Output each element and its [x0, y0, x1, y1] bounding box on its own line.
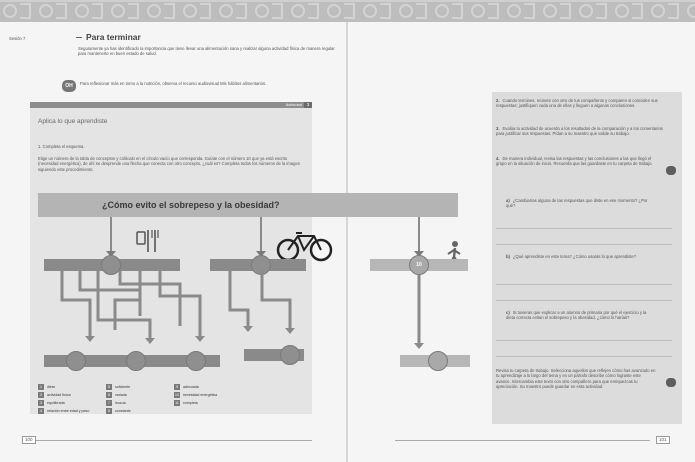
diagram-question: ¿Cómo evito el sobrepeso y la obesidad? — [102, 200, 280, 210]
empty-number-circle[interactable] — [66, 351, 86, 371]
question-3 — [496, 126, 671, 137]
question-text: Si tuvieras que explicar a un alumno de primaria por qué el ejercicio y la dieta correcta evitan el sobrepeso y la obesidad, ¿cómo lo harías? — [506, 310, 647, 321]
legend-text: variada — [115, 393, 127, 397]
question-c — [506, 310, 656, 321]
question-number: 2. — [496, 98, 500, 103]
legend-text: relación entre edad y peso — [47, 409, 90, 413]
legend-item — [106, 392, 170, 399]
question-text: De manera individual, revisa las respuestas y las conclusiones a las que llegó el grupo en la situación de inicio. Recuerda que las guardaste en tu carpeta de trabajo. — [496, 156, 653, 167]
legend-item — [38, 400, 102, 407]
legend-text: necesidad energética — [183, 393, 218, 397]
question-number: b) — [506, 254, 510, 259]
legend-text: completa — [183, 401, 198, 405]
legend-number: 10 — [175, 393, 179, 397]
footer-rule-left — [22, 440, 312, 441]
legend-text: suficiente — [115, 385, 131, 389]
legend-text: constante — [115, 409, 131, 413]
legend-item — [38, 408, 102, 415]
answer-line[interactable] — [496, 244, 672, 245]
legend-item — [106, 408, 170, 415]
legend-item — [106, 384, 170, 391]
activity-number: 3 — [304, 102, 312, 108]
page-number-right: 101 — [656, 436, 670, 444]
question-a — [506, 198, 656, 209]
legend-number: 7 — [106, 400, 112, 406]
question-number: a) — [506, 198, 510, 203]
section-label: Sesión 7 — [9, 36, 26, 41]
legend-number: 9 — [174, 384, 180, 390]
legend-text: adecuada — [183, 385, 199, 389]
question-text: Cuando termines, reúnete con otro de tus compañeros y comparen si coinciden sus respuestas; justifiquen cada una de ellas y lleguen a algunas conclusiones. — [496, 98, 658, 109]
page-number-left: 100 — [22, 436, 36, 444]
question-2 — [496, 98, 671, 109]
question-number: 4. — [496, 156, 500, 161]
activity-title: Aplica lo que aprendiste — [38, 118, 108, 125]
legend-item — [174, 392, 238, 399]
answer-line[interactable] — [496, 284, 672, 285]
legend-item — [38, 392, 102, 399]
legend-number: 11 — [175, 401, 179, 405]
question-number: 3. — [496, 126, 500, 131]
concept-legend-table — [38, 384, 234, 426]
answer-line[interactable] — [496, 356, 672, 357]
folder-icon — [666, 166, 676, 175]
question-text: ¿Qué aprendiste en este tema? ¿Cómo usarás lo que aprendiste? — [512, 254, 637, 259]
answer-line[interactable] — [496, 340, 672, 341]
resource-tip: Para reflexionar más en torno a la nutrición, observa el recurso audiovisual Mis hábitos alimentarios. — [80, 81, 267, 86]
audiovisual-resource-icon[interactable]: OH — [62, 80, 76, 92]
legend-number: 2 — [38, 392, 44, 398]
intro-paragraph: Seguramente ya has identificado la importancia que tiene llevar una alimentación sana y realizar alguna actividad física de manera regular para mantenerte en buen estado de salud. — [78, 46, 335, 57]
answer-line[interactable] — [496, 228, 672, 229]
legend-item — [174, 384, 238, 391]
legend-number: 5 — [106, 384, 112, 390]
empty-number-circle[interactable] — [186, 351, 206, 371]
legend-number: 6 — [106, 392, 112, 398]
legend-text: inocua — [115, 401, 126, 405]
empty-number-circle[interactable] — [280, 345, 300, 365]
legend-text: actividad física — [47, 393, 71, 397]
question-b — [506, 254, 656, 259]
legend-text: dieta — [47, 385, 55, 389]
empty-number-circle[interactable] — [126, 351, 146, 371]
footer-rule-right — [395, 440, 650, 441]
legend-text: equilibrada — [47, 401, 65, 405]
step-1-label: 1. Completa el esquema. — [38, 144, 85, 149]
question-text: ¿Cambiarías alguna de las respuestas que diste en ese momento? ¿Por qué? — [506, 198, 648, 209]
legend-number: 8 — [106, 408, 112, 414]
closing-instructions: Revisa tu carpeta de trabajo. Selecciona aquellos que reflejen cómo has avanzado en tu aprendizaje a lo largo del tema y en un párrafo describe cómo lograste este avance. Intercambia este texto con otro compañero para que enriquezcas tu apreciación. Su maestro puede guardar en esta actividad. — [496, 368, 656, 390]
question-text: Evalúa tu actividad de acuerdo a los resultados de la comparación y a los comentarios para justificar sus respuestas. Pídan a su maestro que valide su trabajo. — [496, 126, 663, 137]
question-4 — [496, 156, 656, 167]
filled-number-circle: 10 — [409, 255, 429, 275]
answer-line[interactable] — [496, 300, 672, 301]
legend-number: 1 — [38, 384, 44, 390]
legend-number: 3 — [38, 400, 44, 406]
legend-item — [38, 384, 102, 391]
question-number: c) — [506, 310, 510, 315]
step-1-description: Elige un número de la tabla de conceptos y colócalo en el círculo vacío que corresponda. Guíate con el número 10 que ya está escrito (necesidad energética), de ahí se desprende una flecha que conecta con otro concepto, ¿cuál es? Completa todos los números de la imagen siguiendo este procedimiento. — [38, 156, 301, 172]
legend-item — [174, 400, 238, 407]
folder-icon — [666, 378, 676, 387]
section-title-text: Para terminar — [86, 32, 141, 42]
legend-number: 4 — [38, 408, 44, 414]
activity-label: Actividad — [285, 102, 302, 107]
legend-item — [106, 400, 170, 407]
empty-number-circle[interactable] — [428, 351, 448, 371]
